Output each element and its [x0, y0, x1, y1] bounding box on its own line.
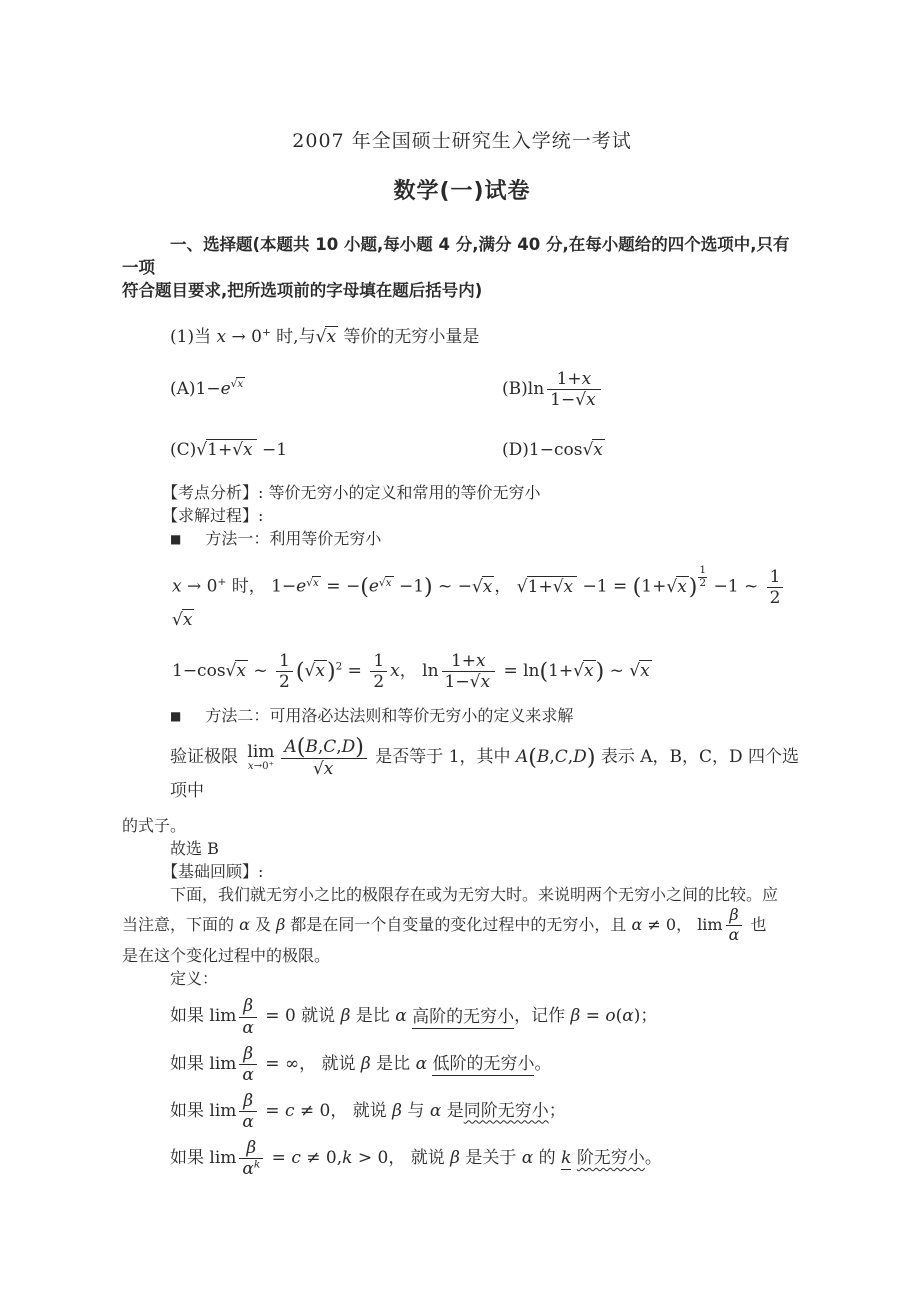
method-1-label: 方法一：利用等价无穷小 — [205, 529, 382, 549]
verify-continuation: 的式子。 — [122, 815, 187, 835]
analysis-label: 【考点分析】: 等价无穷小的定义和常用的等价无穷小 — [162, 483, 541, 503]
square-bullet-icon: ■ — [170, 708, 182, 723]
definition-lower-order: 如果 lim $\frac{\beta}{\alpha}$ = ∞， 就说 β 是比 α 低阶的无穷小。 — [170, 1043, 552, 1085]
options-row-1 — [170, 363, 802, 415]
method-2-label: 方法二：可用洛必达法则和等价无穷小的定义来求解 — [205, 705, 574, 725]
definition-higher-order: 如果 lim $\frac{\beta}{\alpha}$ = 0 就说 β 是比 α 高阶的无穷小，记作 β = o(α)； — [170, 996, 658, 1038]
option-D: (D)1−cos√x — [502, 440, 603, 461]
review-label: 【基础回顾】: — [162, 861, 264, 881]
square-bullet-icon: ■ — [170, 532, 182, 547]
answer-line: 故选 B — [170, 838, 219, 858]
exam-title: 2007 年全国硕士研究生入学统一考试 — [292, 130, 632, 152]
derivation-formula-1: x → 0+ 时， $1-e^{√x} = -(e^{√x} -1)$ ~ −√x ， √1+√x −1 = (1+√x) $^{\frac{1}{2}}$ −1 ~ $\frac{1}{2}$ √x — [172, 565, 802, 632]
process-label: 【求解过程】: — [162, 506, 264, 526]
method-2-line — [170, 704, 802, 728]
verify-limit-line: 验证极限 lim x→0⁺ $\frac{A(B,C,D)}{√x}$ 是否等于 1，其中 A(B,C,D) 表示 A，B，C，D 四个选项中 — [170, 733, 800, 802]
review-paragraph-line1: 下面，我们就无穷小之比的极限存在或为无穷大时。来说明两个无穷小之间的比较。应 — [170, 884, 779, 904]
definition-label: 定义： — [170, 969, 219, 989]
review-paragraph-line2: 当注意，下面的 α 及 β 都是在同一个自变量的变化过程中的无穷小，且 α ≠ 0， lim $\frac{\beta}{\alpha}$ 也 — [122, 904, 767, 944]
definition-k-order: 如果 lim $\frac{\beta}{\alpha^k}$ = c ≠ 0,k > 0， 就说 β 是关于 α 的 k 阶无穷小。 — [170, 1137, 662, 1179]
review-paragraph-line3: 是在这个变化过程中的极限。 — [122, 946, 331, 966]
derivation-formula-2: 1−cos√x ~ $\frac{1}{2}$ $(√x)^2$ = $\frac{1}{2}$ x， ln $\frac{1+x}{1-√x}$ = ln(1+√x) ~ √x — [172, 650, 650, 692]
option-C: (C)√1+√x −1 — [170, 440, 288, 461]
question-1-stem: (1)当 x → 0+ 时,与√x 等价的无穷小量是 — [170, 326, 480, 348]
method-1-line — [170, 527, 802, 551]
option-B: (B)ln $\frac{1+x}{1-√x}$ — [502, 369, 604, 410]
section-1-header-line1: 一、选择题(本题共 10 小题,每小题 4 分,满分 40 分,在每小题给的四个选项中,只有一项 — [122, 235, 790, 278]
exam-subtitle: 数学(一)试卷 — [393, 178, 531, 204]
section-1-header — [122, 233, 802, 302]
definition-same-order: 如果 lim $\frac{\beta}{\alpha}$ = c ≠ 0， 就说 β 与 α 是同阶无穷小； — [170, 1090, 566, 1132]
section-1-header-line2: 符合题目要求,把所选项前的字母填在题后括号内) — [122, 281, 483, 301]
option-A: $(A)1-e^{√x}$ — [170, 378, 244, 400]
options-row-2 — [170, 431, 802, 469]
